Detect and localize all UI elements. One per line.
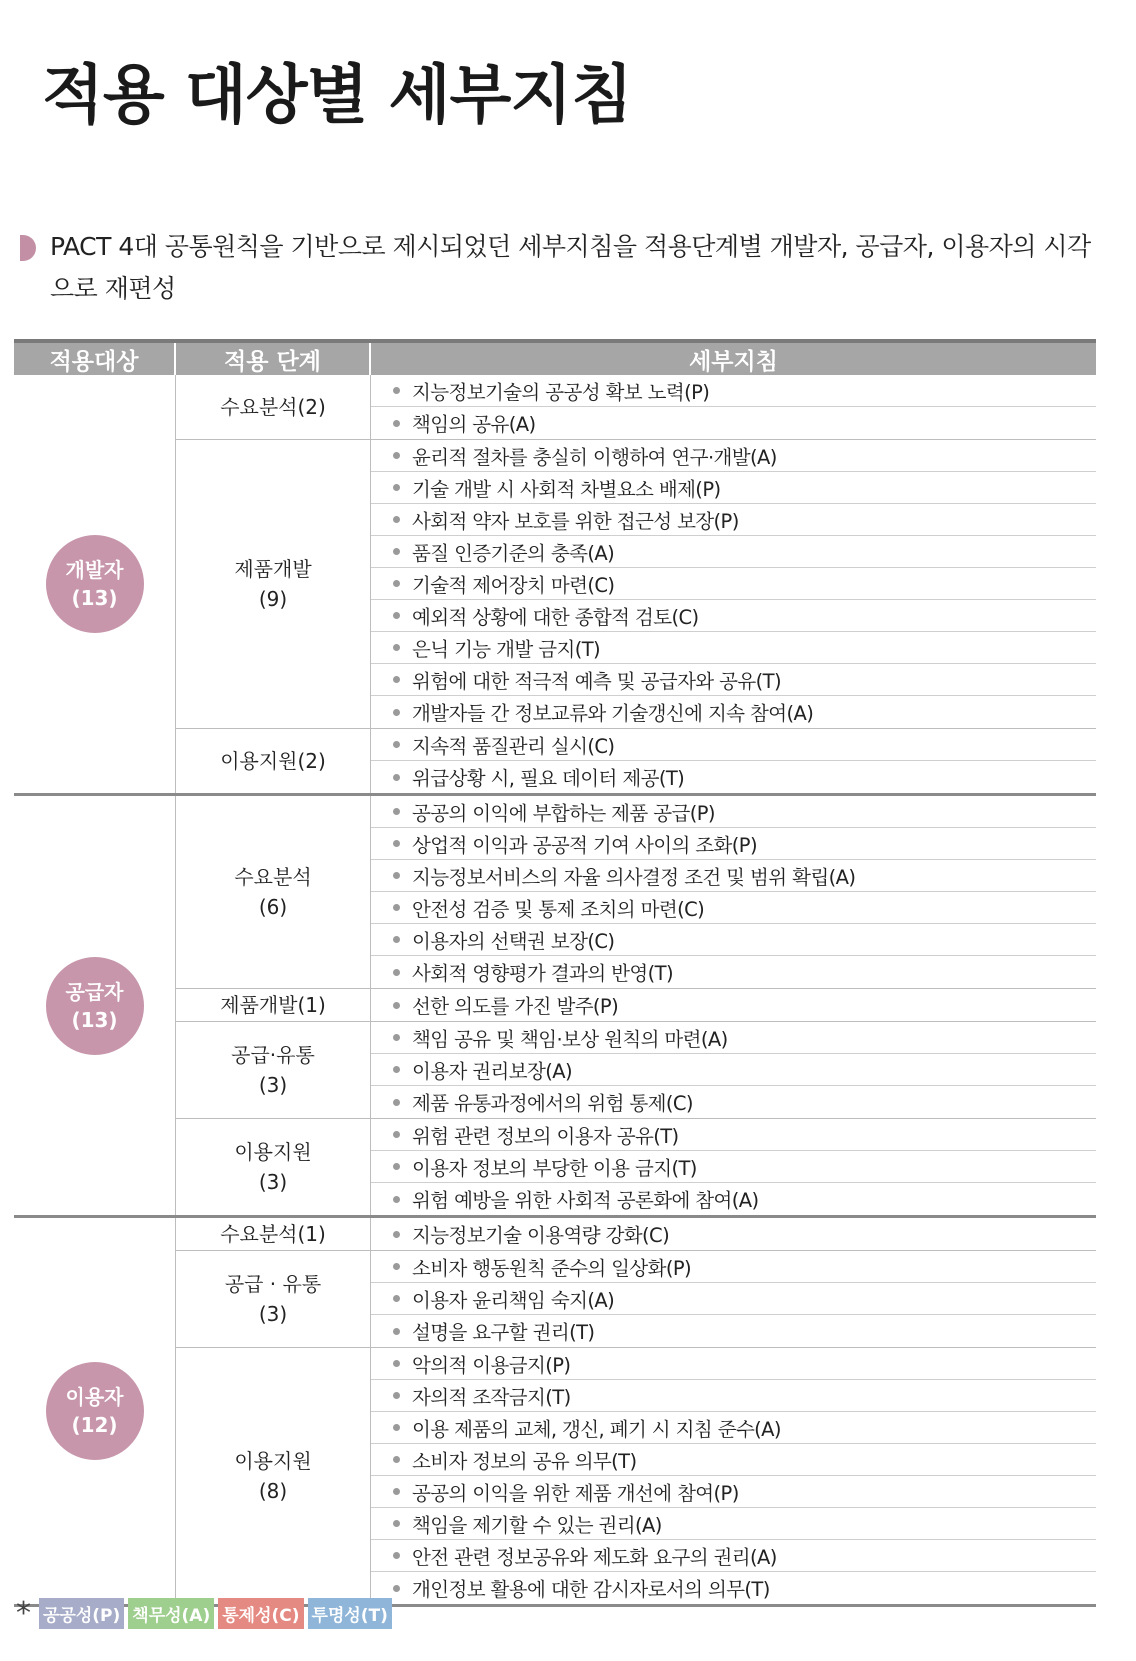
guideline-item [371, 956, 1096, 988]
bullet-icon [393, 1328, 400, 1335]
target-count: (12) [71, 1413, 118, 1437]
guideline-item [371, 860, 1096, 892]
guideline-text: 예외적 상황에 대한 종합적 검토(C) [412, 605, 699, 629]
guideline-text: 이용자 권리보장(A) [412, 1059, 573, 1083]
stage-row [176, 729, 1096, 793]
guideline-list [371, 1022, 1096, 1118]
stage-row [176, 1022, 1096, 1119]
guideline-text: 이용자의 선택권 보장(C) [412, 929, 615, 953]
legend-tag: 공공성(P) [39, 1598, 124, 1629]
guideline-text: 자의적 조작금지(T) [412, 1385, 571, 1409]
guideline-list [371, 796, 1096, 988]
bullet-icon [393, 872, 400, 879]
bullet-icon [393, 1456, 400, 1463]
bullet-icon [393, 1585, 400, 1592]
bullet-icon [393, 452, 400, 459]
bullet-icon [393, 1131, 400, 1138]
guideline-item [371, 1315, 1096, 1347]
target-cell [14, 375, 176, 793]
legend-tags [39, 1598, 396, 1629]
target-group [14, 375, 1096, 796]
guideline-item [371, 761, 1096, 793]
stage-row [176, 1348, 1096, 1604]
target-badge [46, 1362, 144, 1460]
table-header [14, 339, 1096, 375]
target-count: (13) [71, 586, 118, 610]
target-count: (13) [71, 1007, 118, 1032]
bullet-icon [393, 612, 400, 619]
bullet-icon [393, 1263, 400, 1270]
bullet-icon [393, 387, 400, 394]
guideline-item [371, 1283, 1096, 1315]
guideline-text: 위험 예방을 위한 사회적 공론화에 참여(A) [412, 1189, 759, 1212]
guideline-list [371, 989, 1096, 1021]
bullet-icon [393, 420, 400, 427]
bullet-icon [393, 1163, 400, 1170]
stage-row [176, 989, 1096, 1022]
guideline-text: 상업적 이익과 공공적 기여 사이의 조화(P) [412, 833, 757, 857]
target-badge [46, 957, 144, 1055]
bullet-icon [393, 904, 400, 911]
guideline-item [371, 1151, 1096, 1183]
guideline-text: 공공의 이익을 위한 제품 개선에 참여(P) [412, 1481, 739, 1505]
guideline-item [371, 989, 1096, 1021]
stage-list [176, 1218, 1096, 1604]
stage-name: 제품개발(1) [176, 989, 371, 1021]
target-name: 개발자 [65, 558, 124, 582]
guideline-text: 이용 제품의 교체, 갱신, 폐기 시 지침 준수(A) [412, 1417, 781, 1441]
guideline-item [371, 1508, 1096, 1540]
bullet-icon [393, 516, 400, 523]
guideline-list [371, 440, 1096, 728]
guideline-text: 책임 공유 및 책임·보상 원칙의 마련(A) [412, 1027, 728, 1051]
bullet-icon [393, 676, 400, 683]
stage-row [176, 440, 1096, 729]
bullet-icon [393, 644, 400, 651]
guideline-item [371, 632, 1096, 664]
guideline-item [371, 1380, 1096, 1412]
bullet-icon [393, 840, 400, 847]
bullet-icon [393, 709, 400, 716]
guideline-text: 사회적 약자 보호를 위한 접근성 보장(P) [412, 509, 739, 533]
legend-tag: 통제성(C) [218, 1598, 303, 1629]
stage-row [176, 1119, 1096, 1215]
intro [20, 226, 1110, 310]
stage-name: 제품개발 (9) [176, 440, 371, 728]
guideline-item [371, 536, 1096, 568]
guideline-item [371, 696, 1096, 728]
bullet-icon [393, 1099, 400, 1106]
guideline-item [371, 664, 1096, 696]
guideline-text: 은닉 기능 개발 금지(T) [412, 637, 601, 661]
bullet-icon [393, 936, 400, 943]
stage-row [176, 375, 1096, 440]
guideline-item [371, 375, 1096, 407]
header-guideline: 세부지침 [689, 348, 778, 375]
guideline-text: 윤리적 절차를 충실히 이행하여 연구·개발(A) [412, 445, 777, 469]
guideline-text: 지능정보기술 이용역량 강화(C) [412, 1224, 670, 1247]
bullet-icon [393, 548, 400, 555]
guideline-item [371, 568, 1096, 600]
guideline-text: 소비자 행동원칙 준수의 일상화(P) [412, 1256, 692, 1280]
target-cell [14, 1218, 176, 1604]
bullet-icon [393, 1488, 400, 1495]
guideline-text: 지속적 품질관리 실시(C) [412, 734, 615, 758]
guideline-item [371, 1476, 1096, 1508]
bullet-icon [393, 1066, 400, 1073]
stage-row [176, 1251, 1096, 1348]
guideline-item [371, 1086, 1096, 1118]
guideline-item [371, 440, 1096, 472]
guideline-item [371, 600, 1096, 632]
bullet-icon [393, 969, 400, 976]
guideline-item [371, 1540, 1096, 1572]
target-name: 이용자 [65, 1385, 124, 1409]
guideline-item [371, 472, 1096, 504]
guideline-item [371, 796, 1096, 828]
guideline-text: 사회적 영향평가 결과의 반영(T) [412, 962, 673, 985]
guideline-item [371, 1119, 1096, 1151]
guideline-text: 안전성 검증 및 통제 조치의 마련(C) [412, 897, 705, 921]
guideline-item [371, 1572, 1096, 1604]
guideline-text: 제품 유통과정에서의 위험 통제(C) [412, 1092, 693, 1115]
stage-list [176, 375, 1096, 793]
stage-name: 이용지원(2) [176, 729, 371, 793]
intro-marker-icon [20, 235, 36, 261]
bullet-icon [393, 1002, 400, 1009]
guideline-text: 개인정보 활용에 대한 감시자로서의 의무(T) [412, 1578, 770, 1601]
guideline-text: 소비자 정보의 공유 의무(T) [412, 1449, 637, 1473]
legend [16, 1595, 396, 1631]
bullet-icon [393, 1392, 400, 1399]
guideline-item [371, 1218, 1096, 1250]
bullet-icon [393, 1360, 400, 1367]
guideline-text: 선한 의도를 가진 발주(P) [412, 995, 619, 1018]
bullet-icon [393, 1231, 400, 1238]
bullet-icon [393, 580, 400, 587]
legend-star: * [16, 1595, 31, 1631]
guideline-text: 기술 개발 시 사회적 차별요소 배제(P) [412, 477, 721, 501]
bullet-icon [393, 1295, 400, 1302]
bullet-icon [393, 1424, 400, 1431]
bullet-icon [393, 1520, 400, 1527]
header-stage: 적용 단계 [176, 343, 371, 375]
guideline-text: 위험에 대한 적극적 예측 및 공급자와 공유(T) [412, 669, 781, 693]
stage-list [176, 796, 1096, 1215]
guideline-item [371, 1348, 1096, 1380]
target-cell [14, 796, 176, 1215]
guideline-text: 기술적 제어장치 마련(C) [412, 573, 615, 597]
legend-tag: 책무성(A) [128, 1598, 214, 1629]
guideline-text: 책임을 제기할 수 있는 권리(A) [412, 1513, 662, 1537]
bullet-icon [393, 1034, 400, 1041]
guideline-list [371, 1348, 1096, 1604]
guideline-text: 설명을 요구할 권리(T) [412, 1321, 595, 1344]
guideline-text: 위급상황 시, 필요 데이터 제공(T) [412, 767, 685, 790]
guideline-text: 악의적 이용금지(P) [412, 1353, 571, 1377]
stage-name: 공급·유통 (3) [176, 1022, 371, 1118]
bullet-icon [393, 774, 400, 781]
guideline-text: 개발자들 간 정보교류와 기술갱신에 지속 참여(A) [412, 702, 814, 725]
guideline-text: 이용자 정보의 부당한 이용 금지(T) [412, 1156, 697, 1180]
bullet-icon [393, 1552, 400, 1559]
guideline-text: 책임의 공유(A) [412, 413, 536, 436]
guideline-text: 품질 인증기준의 충족(A) [412, 541, 615, 565]
guideline-list [371, 729, 1096, 793]
stage-row [176, 1218, 1096, 1251]
guideline-text: 위험 관련 정보의 이용자 공유(T) [412, 1124, 679, 1148]
guideline-item [371, 729, 1096, 761]
guideline-text: 안전 관련 정보공유와 제도화 요구의 권리(A) [412, 1545, 777, 1569]
stage-name: 이용지원 (3) [176, 1119, 371, 1215]
stage-name: 이용지원 (8) [176, 1348, 371, 1604]
table-body [14, 375, 1096, 1607]
guideline-text: 이용자 윤리책임 숙지(A) [412, 1288, 615, 1312]
guideline-list [371, 375, 1096, 439]
stage-name: 수요분석(1) [176, 1218, 371, 1250]
page-title: 적용 대상별 세부지침 [42, 59, 632, 133]
target-badge [46, 535, 144, 633]
target-name: 공급자 [65, 979, 124, 1004]
header-target: 적용대상 [14, 343, 176, 375]
guideline-text: 지능정보서비스의 자율 의사결정 조건 및 범위 확립(A) [412, 865, 856, 889]
guideline-text: 지능정보기술의 공공성 확보 노력(P) [412, 380, 710, 404]
guideline-list [371, 1218, 1096, 1250]
guideline-list [371, 1119, 1096, 1215]
guideline-item [371, 828, 1096, 860]
target-group [14, 1218, 1096, 1607]
guideline-item [371, 1444, 1096, 1476]
guideline-item [371, 892, 1096, 924]
guideline-item [371, 1412, 1096, 1444]
guideline-item [371, 1183, 1096, 1215]
legend-tag: 투명성(T) [308, 1598, 392, 1629]
stage-name: 공급 · 유통 (3) [176, 1251, 371, 1347]
stage-name: 수요분석(2) [176, 375, 371, 439]
guideline-item [371, 1022, 1096, 1054]
guideline-list [371, 1251, 1096, 1347]
guideline-item [371, 1054, 1096, 1086]
guideline-table [14, 339, 1096, 1607]
bullet-icon [393, 1196, 400, 1203]
guideline-item [371, 1251, 1096, 1283]
guideline-item [371, 407, 1096, 439]
bullet-icon [393, 741, 400, 748]
guideline-text: 공공의 이익에 부합하는 제품 공급(P) [412, 801, 715, 825]
stage-name: 수요분석 (6) [176, 796, 371, 988]
bullet-icon [393, 808, 400, 815]
stage-row [176, 796, 1096, 989]
guideline-item [371, 504, 1096, 536]
target-group [14, 796, 1096, 1218]
bullet-icon [393, 484, 400, 491]
intro-text: PACT 4대 공통원칙을 기반으로 제시되었던 세부지침을 적용단계별 개발자, 공급자, 이용자의 시각으로 재편성 [50, 232, 1091, 303]
guideline-item [371, 924, 1096, 956]
